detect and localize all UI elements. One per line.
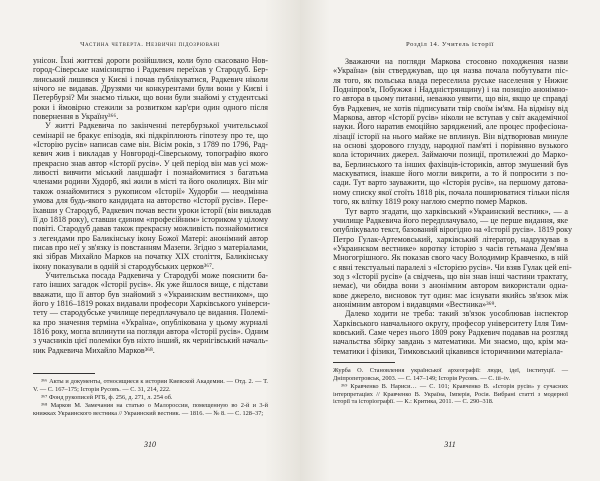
text-line: опублікувало текст, базований вірогідно на «Історії русів». 1819 року (333, 225, 573, 235)
text-line: ному списку якої стоїть 1818 рік, почала поширюватися тільки після (333, 187, 570, 197)
page-number: 311 (444, 440, 456, 449)
text-line: нічого не видавав. Друзями чи конкурентами були вони у Києві і (33, 84, 268, 94)
footnote: ³⁶⁷ Фонд рукописей РГБ, ф. 256, д. 271, л. 254 об. (41, 393, 173, 401)
text-line: його у 1816–1819 роках видавали професори Харківського універси- (33, 298, 270, 308)
paragraph (333, 309, 568, 356)
text-line: Маркова, автор «Історії русів» ніколи не вступав у світ академічної (333, 113, 568, 123)
text-line: є явні текстуальні паралелі з «Історією русів». Чи взяв Гулак цей епі- (333, 262, 572, 272)
text-line: того, як влітку 1819 року наглою смертю помер Марков. (333, 197, 528, 207)
text-line: Тут варто згадати, що харківський «Украинский вестник», — а (345, 206, 568, 216)
text-line: ля того, як польська влада переселила руське населення у Нижнє (333, 75, 568, 85)
footnote-divider (333, 362, 395, 363)
paragraph (333, 57, 568, 207)
text-line: сади. Тут варто зауважити, що «Історія русів», на першому датова- (333, 178, 568, 188)
text-line: У житті Радкевича по закінченні петербурзької учительської (45, 121, 268, 131)
text-line: умова для будь-якого кандидата на авторство «Історії русів». Пере- (33, 196, 268, 206)
text-line: повернення в Україну³⁶⁶. (33, 112, 119, 122)
text-line: Харківського навчального округу, професор університету Ілля Тим- (333, 318, 568, 328)
text-line: маскуватися, інакше його могли викрити, а то й попросити з по- (333, 169, 568, 179)
footnote: ³⁶⁸ Марков М. Замечания на статью о Малороссии, помещенную во 2-й и 3-й книжках Украинского вестника // Украинский вестник. — 1816. — № 8. — С. 128–37; (33, 402, 268, 417)
paragraph (33, 271, 268, 355)
text-line: тету — стародубське училище передплачувало це видання. Полемі- (33, 308, 268, 318)
running-head: Частина четверта. Незвичні підозрювані (80, 41, 220, 48)
text-line: Многогрішного. Як показав свого часу Володимир Кравченко, в ній (333, 253, 568, 263)
text-line: писав про неї у зв'язку із повстанням Мазепи. Згідно з матеріалами, (33, 242, 268, 252)
text-line: прекрасно знав автор «Історії русів». У цей період він мав усі мож- (33, 158, 268, 168)
text-line: училище Радкевича його передплачувало, — це перше видання, яке (333, 215, 568, 225)
text-line: роки і ймовірно стежили за розвитком кар'єри один одного після (33, 102, 268, 112)
text-line: вважати, що її автор був знайомий з «Украинским вестником», що (33, 289, 268, 299)
text-line: з учасників цієї полеміки був ніхто інший, як чернігівський началь- (33, 336, 268, 346)
text-line: Зважаючи на погляди Маркова стосовно походження назви (345, 57, 568, 66)
running-head: Розділ 14. Учитель історії (406, 41, 494, 48)
footnote: ³⁶⁹ Кравченко В. Нариси… — С. 101; Кравченко В. «Історія русів» у сучасних інтерпретаціях // Кравченко В. Україна, Імперія, Росія. Вибрані статті з модерної історії та історіографії. — К.: Критика, 2011. — С. 290–318. (333, 382, 568, 406)
paragraph (33, 121, 272, 271)
paragraph (33, 56, 268, 121)
text-line: ковський. Саме через нього 1809 року Радкевич подавав на розгляд (333, 327, 568, 337)
body-text (33, 56, 272, 355)
text-line: на основі здорового глузду, народної пам'яті і порівняно вузького (333, 141, 568, 151)
text-line: членами родини Худорб, які жили в місті та його околицях. Він міг (33, 177, 268, 187)
text-line: ікону показували в одній зі стародубських церков³⁶⁷. (33, 261, 214, 271)
text-line: кола історичних джерел. Займаючи позиції, протилежні до Маркo- (333, 150, 568, 160)
text-line: Далеко ходити не треба: такий зв'язок уособлював інспектор (345, 309, 568, 319)
text-line: Петро Гулак-Артемовський, харківський літератор, надрукував в (333, 234, 568, 244)
text-line: начальства збірку завдань з математики. Ми знаємо, що, крім ма- (333, 337, 568, 347)
text-line: го автора в цьому питанні, неважко уявити, що він, якщо це справді (333, 94, 568, 104)
text-line: 1816 року, могла вплинути на погляди автора «Історії русів». Одним (33, 326, 269, 336)
text-line: лізації історії на нього майже не вплинув. Він відтворював минуле (333, 131, 568, 141)
text-line: Учительська посада Радкевича у Стародубі може пояснити ба- (45, 270, 268, 280)
text-line: Подніпров'я, Побужжя і Наддністрянщину) і на позицію анонімно- (333, 85, 568, 95)
text-line: з легендами про Баликінську ікону Божої Матері: анонімний автор (33, 233, 268, 243)
text-line: її до 1818 року), ставши єдиним «професійним» істориком у цілому (33, 214, 268, 224)
footnote-divider (33, 373, 95, 374)
text-line: кевич жив і викладав у Новгороді-Сіверському, топографію якого (33, 149, 268, 159)
text-line: зод з «Історії русів» (а свідчень, що він знав інші частини трактату, (333, 271, 568, 281)
text-line: повіті. Стародуб давав також прекрасну можливість познайомитися (33, 224, 268, 234)
footnote: Журба О. Становлення української археографії: люди, ідеї, інституції. — Дніпропетровськ, 2003. — С. 147–149; Історія Русовъ. — С. iii–iv. (333, 367, 568, 382)
text-line: линський лишився у Києві і почав публікуватися, Радкевич ніколи (33, 74, 268, 84)
text-line: «Україна» (він стверджував, що ця назва почала побутувати піс- (333, 66, 568, 76)
text-line: «Історію русів» написав саме він. Вісім років, з 1789 по 1796, Рад- (33, 140, 268, 150)
text-line: ва, Берлинського та інших фахівців-істориків, автор змушений був (333, 159, 568, 169)
footnotes (33, 378, 268, 418)
text-line: Петербурзі? Ми знаємо тільки, що вони були знайомі у студентські (33, 93, 268, 103)
text-line: їхавши у Стародуб, Радкевич почав вести уроки історії (він викладав (33, 205, 272, 215)
text-line: немає), чи обидва вони з анонімним автором використали одна- (333, 281, 568, 291)
footnote: ³⁶⁶ Акты и документы, относящиеся к истории Киевской Академии. — Отд. 2. — Т. V. — С. 167–175; Історія Русовъ. — С. 31, 214, 222. (33, 378, 268, 393)
text-line: тематики і фізики, Тимковський цікавився історичними матеріала- (333, 346, 563, 356)
page-number: 310 (144, 440, 156, 449)
text-line: також ознайомитися з рукописом «Історії» Худорби — неодмінна (33, 186, 268, 196)
text-line: ник Радкевича Михайло Марков³⁶⁸. (33, 345, 155, 355)
text-line: які зібрав Михайло Марков на початку XIX століття, Баликінську (33, 252, 268, 262)
text-line: ливості вивчити міський ландшафт і познайомитися з багатьма (33, 168, 268, 178)
text-line: кове джерело, висновок тут один: має існувати якийсь зв'язок між (333, 290, 568, 300)
text-line: семінарії не бракує епізодів, які підкріплюють гіпотезу про те, що (33, 130, 268, 140)
text-line: «Украинском вестнике» коротку історію з часів гетьмана Дем'яна (333, 243, 568, 253)
text-line: ка про значення терміна «Україна», опублікована у цьому журналі (33, 317, 268, 327)
text-line: анонімним автором і видавцями «Вестника»³⁶⁹. (333, 299, 497, 309)
right-page (300, 0, 600, 481)
body-text (333, 57, 573, 356)
footnotes (333, 367, 568, 407)
text-line: був Радкевич, не хотів підписувати твір своїм ім'ям. На відміну від (333, 103, 568, 113)
text-line: науки. Його наратив емоційно заряджений, але процес професіона- (333, 122, 568, 132)
text-line: город-Сіверське намісництво і Радкевич переїхав у Стародуб. Бер- (33, 65, 268, 75)
text-line: гато інших загадок «Історії русів». Як уже йшлося вище, є підстави (33, 280, 268, 290)
text-line: унісон. Їхні життєві дороги розійшлися, коли було скасовано Нов- (33, 56, 268, 65)
paragraph (333, 206, 573, 310)
